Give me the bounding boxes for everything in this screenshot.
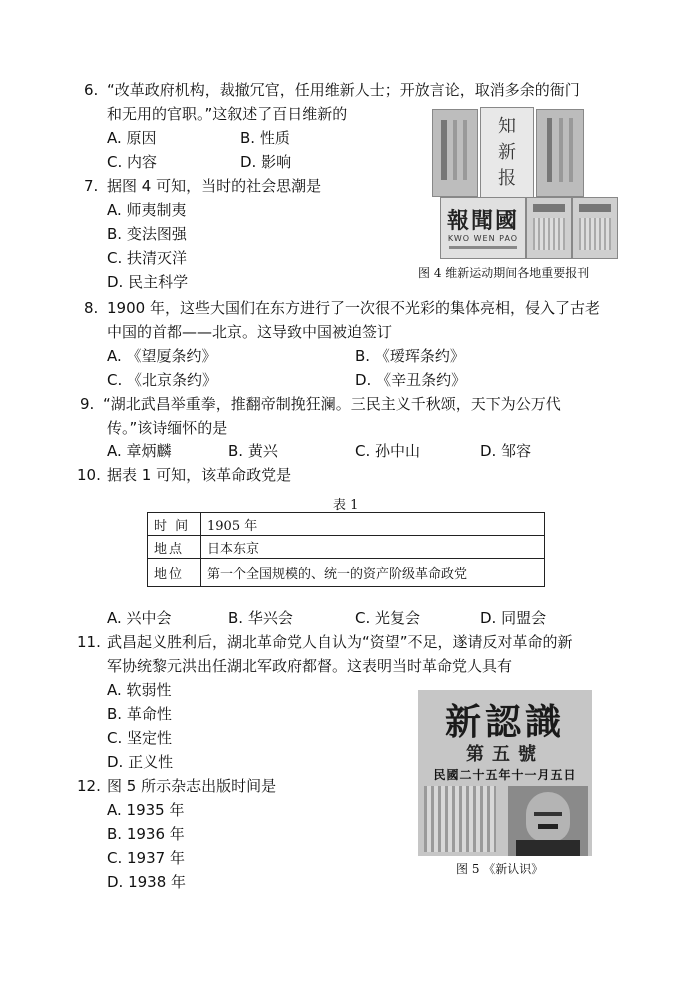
table-cell-key: 地点 — [148, 536, 201, 559]
q12-option-d[interactable]: D. 1938 年 — [107, 873, 187, 891]
q8-option-c[interactable]: C. 《北京条约》 — [107, 371, 218, 389]
q8-stem-line2: 中国的首都——北京。这导致中国被迫签订 — [107, 323, 393, 341]
q6-option-b[interactable]: B. 性质 — [240, 129, 290, 147]
table-cell-value: 第一个全国规模的、统一的资产阶级革命政党 — [201, 559, 545, 587]
q9-option-d[interactable]: D. 邹容 — [480, 442, 532, 460]
guowenbao-title: 國聞報 — [446, 208, 519, 234]
q10-option-a[interactable]: A. 兴中会 — [107, 609, 172, 627]
table-cell-key: 时 间 — [148, 513, 201, 536]
q10-option-d[interactable]: D. 同盟会 — [480, 609, 547, 627]
q6-option-a[interactable]: A. 原因 — [107, 129, 157, 147]
figure-4-newspapers-image — [430, 105, 620, 260]
q11-option-c[interactable]: C. 坚定性 — [107, 729, 173, 747]
q12-option-c[interactable]: C. 1937 年 — [107, 849, 185, 867]
q6-option-c[interactable]: C. 内容 — [107, 153, 158, 171]
table-cell-value: 1905 年 — [201, 513, 545, 536]
q7-option-a[interactable]: A. 师夷制夷 — [107, 201, 187, 219]
q8-option-a[interactable]: A. 《望厦条约》 — [107, 347, 217, 365]
q9-stem-line2: 传。”该诗缅怀的是 — [107, 419, 228, 437]
figure-5-magazine-image — [418, 690, 592, 856]
q10-number: 10. — [77, 466, 101, 484]
newspaper-3-image — [536, 109, 584, 197]
guowenbao-roman-title: KWO WEN PAO — [447, 234, 519, 243]
q9-option-b[interactable]: B. 黄兴 — [228, 442, 278, 460]
magazine-issue: 號五第 — [466, 744, 544, 765]
q6-number: 6. — [84, 81, 99, 99]
q12-stem: 图 5 所示杂志出版时间是 — [107, 777, 277, 795]
newspaper-1-image — [432, 109, 478, 197]
q10-option-c[interactable]: C. 光复会 — [355, 609, 421, 627]
table-of-contents-block — [424, 786, 496, 852]
q12-option-b[interactable]: B. 1936 年 — [107, 825, 185, 843]
q6-option-d[interactable]: D. 影响 — [240, 153, 292, 171]
q11-option-d[interactable]: D. 正义性 — [107, 753, 174, 771]
q9-stem-line1: “湖北武昌举重拳，推翻帝制挽狂澜。三民主义千秋颂，天下为公万代 — [103, 395, 561, 413]
q6-stem-line1: “改革政府机构，裁撤冗官，任用维新人士；开放言论，取消多余的衙门 — [107, 81, 580, 99]
magazine-date: 日五月一十年五十二國民 — [433, 768, 577, 782]
table-1 — [147, 512, 545, 587]
table-row — [148, 559, 545, 587]
q9-number: 9. — [80, 395, 95, 413]
q8-number: 8. — [84, 299, 99, 317]
table-row — [148, 513, 545, 536]
table-cell-key: 地位 — [148, 559, 201, 587]
q7-option-b[interactable]: B. 变法图强 — [107, 225, 187, 243]
q7-number: 7. — [84, 177, 99, 195]
q11-number: 11. — [77, 633, 101, 651]
q7-stem: 据图 4 可知，当时的社会思潮是 — [107, 177, 322, 195]
table-cell-value: 日本东京 — [201, 536, 545, 559]
table-row — [148, 536, 545, 559]
q8-stem-line1: 1900 年，这些大国们在东方进行了一次很不光彩的集体亮相，侵入了古老 — [107, 299, 600, 317]
zhixinbao-newspaper-image — [480, 107, 534, 199]
q6-stem-line2: 和无用的官职。”这叙述了百日维新的 — [107, 105, 348, 123]
table-1-title: 表 1 — [333, 498, 359, 513]
portrait-image — [508, 786, 588, 856]
zhixinbao-title: 知新报 — [498, 116, 516, 189]
q11-option-b[interactable]: B. 革命性 — [107, 705, 172, 723]
q10-option-b[interactable]: B. 华兴会 — [228, 609, 293, 627]
q11-stem-line2: 军协统黎元洪出任湖北军政府都督。这表明当时革命党人具有 — [107, 657, 513, 675]
q12-option-a[interactable]: A. 1935 年 — [107, 801, 185, 819]
q8-option-b[interactable]: B. 《瑷珲条约》 — [355, 347, 465, 365]
q10-stem: 据表 1 可知，该革命政党是 — [107, 466, 292, 484]
figure-5-caption: 图 5 《新认识》 — [456, 862, 544, 876]
q12-number: 12. — [77, 777, 101, 795]
q11-option-a[interactable]: A. 软弱性 — [107, 681, 172, 699]
newspaper-6-image — [572, 197, 618, 259]
newspaper-5-image — [526, 197, 572, 259]
figure-4-caption: 图 4 维新运动期间各地重要报刊 — [418, 266, 590, 280]
guowenbao-newspaper-image — [440, 197, 526, 259]
q11-stem-line1: 武昌起义胜利后，湖北革命党人自认为“资望”不足，遂请反对革命的新 — [107, 633, 573, 651]
q7-option-d[interactable]: D. 民主科学 — [107, 273, 189, 291]
magazine-title: 識認新 — [444, 701, 565, 743]
q7-option-c[interactable]: C. 扶清灭洋 — [107, 249, 188, 267]
q8-option-d[interactable]: D. 《辛丑条约》 — [355, 371, 467, 389]
q9-option-c[interactable]: C. 孙中山 — [355, 442, 421, 460]
q9-option-a[interactable]: A. 章炳麟 — [107, 442, 172, 460]
